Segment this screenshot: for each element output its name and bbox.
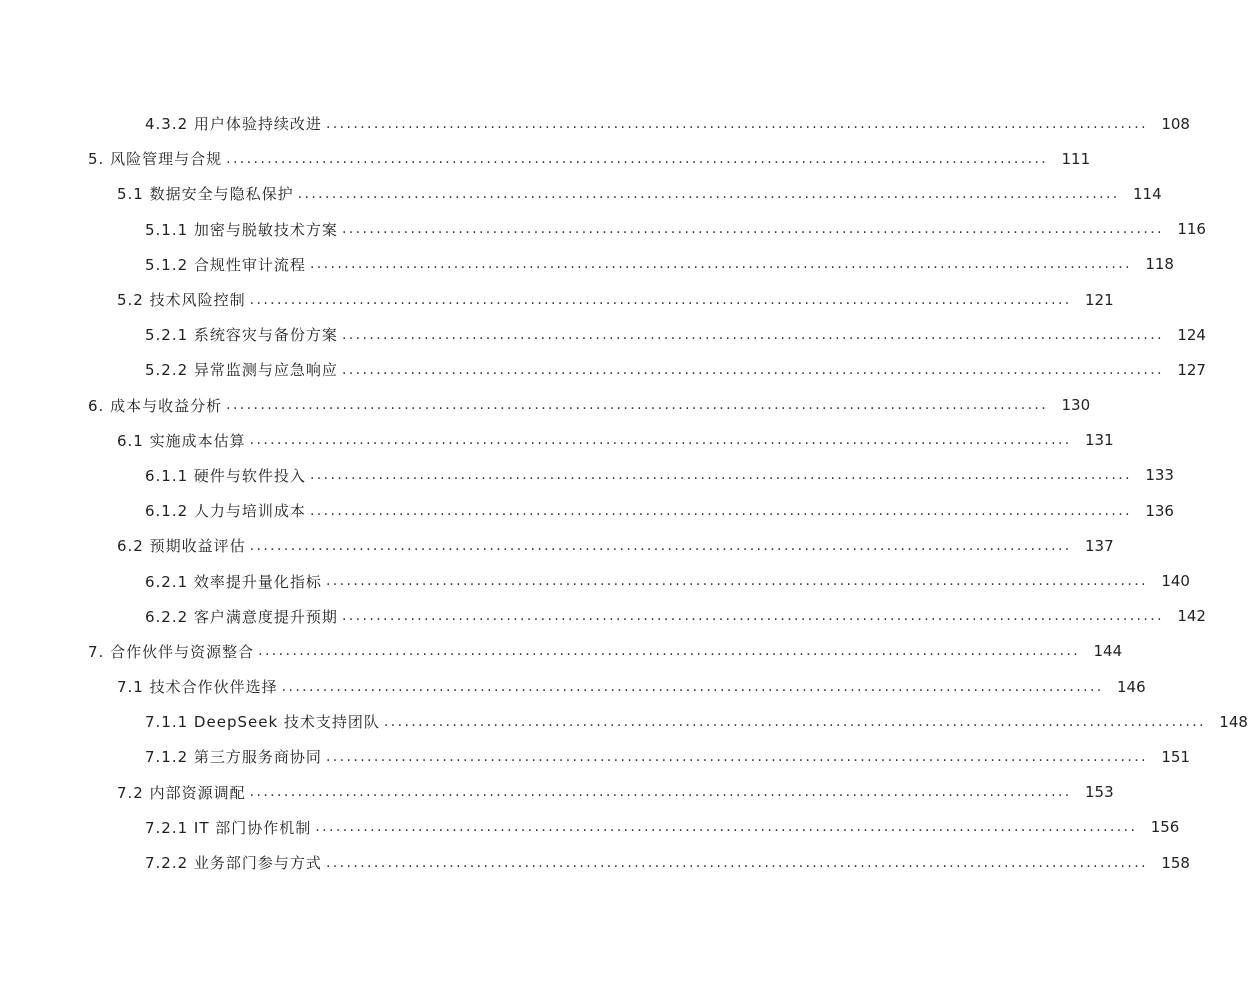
toc-entry-page-number: 131 [1085,431,1114,450]
toc-entry[interactable] [0,493,1174,528]
dot-leader: ........................................................................................................................ [309,467,1132,484]
toc-entry-page-number: 144 [1093,642,1123,661]
toc-entry-title: 6.2 预期收益评估 [117,537,246,556]
dot-leader: ........................................................................................................................ [297,185,1120,202]
dot-leader: ........................................................................................................................ [341,608,1164,625]
toc-entry-title: 5. 风险管理与合规 [88,150,223,169]
toc-entry[interactable] [0,212,1206,247]
dot-leader: ........................................................................................................................ [315,819,1138,836]
toc-entry-title: 5.2.2 异常监测与应急响应 [145,361,338,380]
toc-entry-page-number: 137 [1085,536,1114,555]
toc-entry[interactable] [0,634,1123,669]
toc-entry-title: 6.2.1 效率提升量化指标 [145,572,322,591]
dot-leader: ........................................................................................................................ [341,326,1164,343]
toc-entry-page-number: 108 [1161,114,1190,133]
toc-entry[interactable] [0,141,1091,176]
toc-entry-page-number: 153 [1085,783,1114,802]
dot-leader: ........................................................................................................................ [258,643,1081,660]
toc-entry-page-number: 151 [1161,747,1190,766]
toc-entry-title: 5.1.2 合规性审计流程 [145,255,306,274]
dot-leader: ........................................................................................................................ [309,256,1132,273]
toc-entry-title: 7.1.1 DeepSeek 技术支持团队 [145,713,380,732]
toc-entry-title: 7.2.1 IT 部门协作机制 [145,818,312,837]
toc-entry[interactable] [0,317,1206,352]
toc-entry[interactable] [0,458,1174,493]
toc-entry-title: 6. 成本与收益分析 [88,396,223,415]
toc-entry-title: 5.2.1 系统容灾与备份方案 [145,326,338,345]
toc-entry[interactable] [0,599,1206,634]
toc-entry-page-number: 146 [1117,677,1146,696]
toc-entry[interactable] [0,282,1114,317]
toc-entry-page-number: 118 [1145,255,1174,274]
toc-entry-title: 7.2.2 业务部门参与方式 [145,854,322,873]
toc-entry-title: 6.1 实施成本估算 [117,431,246,450]
toc-entry-title: 7.2 内部资源调配 [117,783,246,802]
dot-leader: ........................................................................................................................ [341,221,1164,238]
table-of-contents [0,106,1248,880]
dot-leader: ........................................................................................................................ [383,713,1206,730]
toc-entry-title: 7. 合作伙伴与资源整合 [88,642,255,661]
toc-entry[interactable] [0,388,1091,423]
dot-leader: ........................................................................................................................ [249,784,1072,801]
toc-entry-title: 7.1.2 第三方服务商协同 [145,748,322,767]
toc-entry[interactable] [0,423,1114,458]
dot-leader: ........................................................................................................................ [325,748,1148,765]
toc-entry-page-number: 114 [1133,184,1162,203]
toc-entry[interactable] [0,106,1190,141]
dot-leader: ........................................................................................................................ [249,537,1072,554]
toc-entry-title: 6.1.2 人力与培训成本 [145,502,306,521]
toc-entry-page-number: 127 [1177,360,1206,379]
toc-entry[interactable] [0,669,1146,704]
dot-leader: ........................................................................................................................ [325,573,1148,590]
toc-entry[interactable] [0,810,1180,845]
dot-leader: ........................................................................................................................ [309,502,1132,519]
dot-leader: ........................................................................................................................ [325,115,1148,132]
toc-entry[interactable] [0,739,1190,774]
toc-entry-page-number: 130 [1061,396,1091,415]
toc-entry-page-number: 133 [1145,466,1174,485]
dot-leader: ........................................................................................................................ [341,361,1164,378]
toc-entry-title: 4.3.2 用户体验持续改进 [145,115,322,134]
toc-entry[interactable] [0,247,1174,282]
toc-entry-page-number: 116 [1177,220,1206,239]
toc-entry[interactable] [0,845,1190,880]
toc-entry-page-number: 124 [1177,325,1206,344]
toc-entry-page-number: 136 [1145,501,1174,520]
toc-entry[interactable] [0,528,1114,563]
toc-entry[interactable] [0,176,1162,211]
toc-entry-page-number: 142 [1177,607,1206,626]
toc-entry-page-number: 140 [1161,572,1190,591]
toc-entry-page-number: 111 [1061,149,1091,168]
dot-leader: ........................................................................................................................ [249,432,1072,449]
toc-entry-page-number: 156 [1150,818,1180,837]
dot-leader: ........................................................................................................................ [226,150,1049,167]
toc-entry-title: 5.2 技术风险控制 [117,291,246,310]
toc-entry-title: 7.1 技术合作伙伴选择 [117,678,278,697]
toc-entry-title: 6.1.1 硬件与软件投入 [145,466,306,485]
dot-leader: ........................................................................................................................ [226,397,1049,414]
toc-entry[interactable] [0,775,1114,810]
dot-leader: ........................................................................................................................ [249,291,1072,308]
toc-entry[interactable] [0,704,1248,739]
toc-entry-title: 6.2.2 客户满意度提升预期 [145,607,338,626]
dot-leader: ........................................................................................................................ [325,854,1148,871]
toc-entry-title: 5.1 数据安全与隐私保护 [117,185,294,204]
toc-entry-page-number: 148 [1219,712,1248,731]
toc-entry-title: 5.1.1 加密与脱敏技术方案 [145,220,338,239]
toc-entry-page-number: 121 [1085,290,1114,309]
toc-entry[interactable] [0,563,1190,598]
toc-entry[interactable] [0,352,1206,387]
toc-entry-page-number: 158 [1161,853,1190,872]
dot-leader: ........................................................................................................................ [281,678,1104,695]
